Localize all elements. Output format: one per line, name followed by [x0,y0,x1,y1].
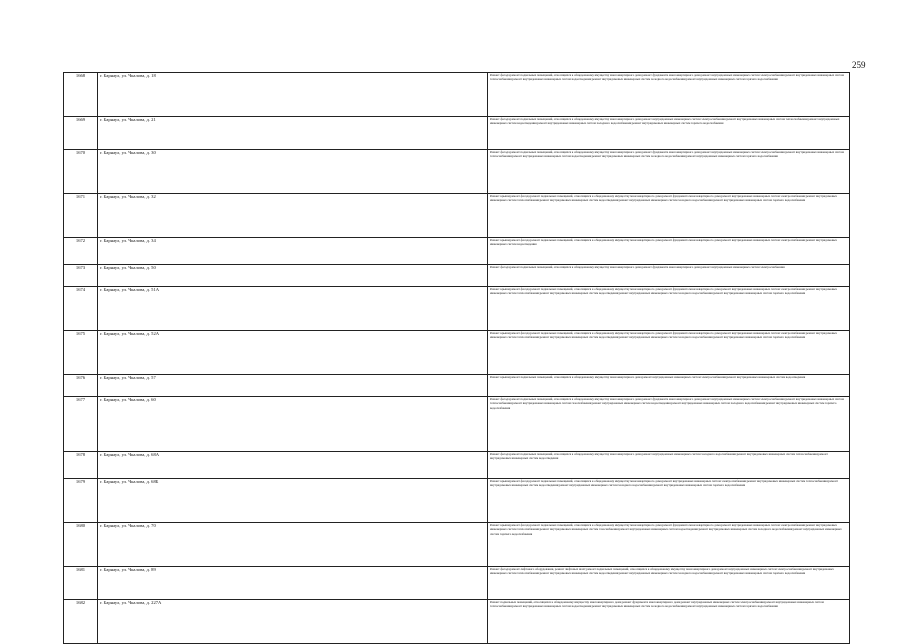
table-row [64,375,850,397]
row-works-cell [488,375,850,397]
row-works-cell [488,150,850,194]
row-address: г. Барнаул, ул. Чкалова, д. 227А [98,600,488,644]
table-row [64,523,850,567]
row-works-cell [488,73,850,117]
row-number: 1678 [64,452,98,479]
row-works: Ремонт фасада;ремонт подвальных помещений, относящихся к общедомовому имуществу многоквартирного дома;ремонт внутридомовых инженерных систем холодного водоснабжения;ремонт внутридомовых инженерных систем теплоснабжения;ремонт внутридомовых инженерных систем водоотведения [490,452,828,461]
row-number: 1677 [64,397,98,452]
row-number: 1673 [64,265,98,287]
row-works-cell [488,600,850,644]
row-number: 1670 [64,150,98,194]
row-works-cell [488,452,850,479]
row-address: г. Барнаул, ул. Чкалова, д. 68А [98,452,488,479]
row-works: Ремонт фасада;ремонт лифтового оборудования, ремонт лифтовых шахт;ремонт подвальных помещений, относящихся к общедомовому имуществу многоквартирного дома;ремонт внутридомовых инженерных систем электроснабжения;ремонт внутридомовых инженерных систем теплоснабжения;ремонт внутридомовых инженерных систем водоотведения;ремонт внутридомовых инженерных систем холодного водоснабжения;ремонт внутридомовых инженерных систем горячего водоснабжения [490,567,834,576]
row-address: г. Барнаул, ул. Чкалова, д. 21 [98,117,488,150]
row-works-cell [488,117,850,150]
row-works-cell [488,331,850,375]
row-number: 1669 [64,117,98,150]
row-works: Ремонт фасада;ремонт подвальных помещений, относящихся к общедомовому имуществу многоквартирного дома;ремонт фундамента многоквартирного дома;ремонт внутридомовых инженерных систем электроснабжения;ремонт внутридомовых инженерных систем теплоснабжения;ремонт внутридомовых инженерных систем водоотведения;ремонт внутридомовых инженерных систем холодного водоснабжения;ремонт внутридомовых инженерных систем горячего водоснабжения [490,73,844,82]
row-works: Ремонт подвальных помещений, относящихся к общедомовому имуществу многоквартирного дома;ремонт фундамента многоквартирного дома;ремонт внутридомовых инженерных систем электроснабжения;ремонт внутридомовых инженерных систем теплоснабжения;ремонт внутридомовых инженерных систем водоотведения;ремонт внутридомовых инженерных систем холодного водоснабжения;ремонт внутридомовых инженерных систем горячего водоснабжения [490,600,824,609]
row-address: г. Барнаул, ул. Чкалова, д. 70 [98,523,488,567]
row-number: 1668 [64,73,98,117]
row-works-cell [488,567,850,600]
row-works: Ремонт крыши;ремонт фасада;ремонт подвальных помещений, относящихся к общедомовому имуществу многоквартирного дома;ремонт фундамента многоквартирного дома;ремонт внутридомовых инженерных систем электроснабжения;ремонт внутридомовых инженерных систем теплоснабжения;ремонт внутридомовых инженерных систем водоотведения;ремонт внутридомовых инженерных систем холодного водоснабжения;ремонт внутридомовых инженерных систем горячего водоснабжения [490,331,837,340]
row-works-cell [488,194,850,238]
row-number: 1682 [64,600,98,644]
row-works: Ремонт крыши;ремонт подвальных помещений, относящихся к общедомовому имуществу многоквартирного дома;ремонт внутридомовых инженерных систем электроснабжения;ремонт внутридомовых инженерных систем водоотведения [490,375,806,379]
row-works-cell [488,238,850,265]
row-number: 1676 [64,375,98,397]
row-address: г. Барнаул, ул. Чкалова, д. 34 [98,238,488,265]
row-address: г. Барнаул, ул. Чкалова, д. 30 [98,150,488,194]
works-table [63,72,850,644]
row-number: 1675 [64,331,98,375]
row-works: Ремонт фасада;ремонт подвальных помещений, относящихся к общедомовому имуществу многоквартирного дома;ремонт фундамента многоквартирного дома;ремонт внутридомовых инженерных систем электроснабжения [490,265,785,269]
row-works: Ремонт фасада;ремонт подвальных помещений, относящихся к общедомовому имуществу многоквартирного дома;ремонт внутридомовых инженерных систем электроснабжения;ремонт внутридомовых инженерных систем теплоснабжения;ремонт внутридомовых инженерных систем водоотведения;ремонт внутридомовых инженерных систем холодного водоснабжения;ремонт внутридомовых инженерных систем горячего водоснабжения [490,117,840,126]
works-table-body [64,73,850,644]
row-address: г. Барнаул, ул. Чкалова, д. 52А [98,331,488,375]
row-address: г. Барнаул, ул. Чкалова, д. 60 [98,397,488,452]
row-works: Ремонт фасада;ремонт подвальных помещений, относящихся к общедомовому имуществу многоквартирного дома;ремонт фундамента многоквартирного дома;ремонт внутридомовых инженерных систем электроснабжения;ремонт внутридомовых инженерных систем теплоснабжения;ремонт внутридомовых инженерных систем водоотведения;ремонт внутридомовых инженерных систем холодного водоснабжения;ремонт внутридомовых инженерных систем горячего водоснабжения [490,150,844,159]
row-works-cell [488,287,850,331]
row-works-cell [488,479,850,523]
table-row [64,600,850,644]
table-row [64,397,850,452]
table-row [64,150,850,194]
row-works: Ремонт крыши;ремонт фасада;ремонт подвальных помещений, относящихся к общедомовому имуществу многоквартирного дома;ремонт внутридомовых инженерных систем электроснабжения;ремонт внутридомовых инженерных систем теплоснабжения;ремонт внутридомовых инженерных систем водоотведения;ремонт внутридомовых инженерных систем холодного водоснабжения;ремонт внутридомовых инженерных систем горячего водоснабжения [490,479,838,488]
table-row [64,479,850,523]
table-row [64,265,850,287]
row-number: 1672 [64,238,98,265]
row-number: 1681 [64,567,98,600]
row-address: г. Барнаул, ул. Чкалова, д. 51А [98,287,488,331]
row-works: Ремонт крыши;ремонт фасада;ремонт подвальных помещений, относящихся к общедомовому имуществу многоквартирного дома;ремонт фундамента многоквартирного дома;ремонт внутридомовых инженерных систем электроснабжения;ремонт внутридомовых инженерных систем теплоснабжения;ремонт внутридомовых инженерных систем водоотведения;ремонт внутридомовых инженерных систем холодного водоснабжения;ремонт внутридомовых инженерных систем горячего водоснабжения [490,194,837,203]
row-works: Ремонт крыши;ремонт фасада;ремонт подвальных помещений, относящихся к общедомовому имуществу многоквартирного дома;ремонт фундамента многоквартирного дома;ремонт внутридомовых инженерных систем электроснабжения;ремонт внутридомовых инженерных систем теплоснабжения;ремонт внутридомовых инженерных систем водоотведения;ремонт внутридомовых инженерных систем холодного водоснабжения;ремонт внутридомовых инженерных систем горячего водоснабжения [490,287,837,296]
row-works: Ремонт фасада;ремонт подвальных помещений, относящихся к общедомовому имуществу многоквартирного дома;ремонт фундамента многоквартирного дома;ремонт внутридомовых инженерных систем электроснабжения;ремонт внутридомовых инженерных систем теплоснабжения;ремонт внутридомовых инженерных систем газоснабжения;ремонт внутридомовых инженерных систем водоотведения;ремонт внутридомовых инженерных систем холодного водоснабжения;ремонт внутридомовых инженерных систем горячего водоснабжения [490,397,844,410]
row-address: г. Барнаул, ул. Чкалова, д. 18 [98,73,488,117]
row-works-cell [488,397,850,452]
row-address: г. Барнаул, ул. Чкалова, д. 68Б [98,479,488,523]
row-number: 1671 [64,194,98,238]
row-works-cell [488,265,850,287]
table-row [64,238,850,265]
table-row [64,567,850,600]
row-number: 1679 [64,479,98,523]
table-row [64,452,850,479]
row-address: г. Барнаул, ул. Чкалова, д. 89 [98,567,488,600]
page-number: 259 [852,60,866,70]
row-works: Ремонт крыши;ремонт фасада;ремонт подвальных помещений, относящихся к общедомовому имуществу многоквартирного дома;ремонт фундамента многоквартирного дома;ремонт внутридомовых инженерных систем электроснабжения;ремонт внутридомовых инженерных систем водоотведения [490,238,837,247]
row-address: г. Барнаул, ул. Чкалова, д. 32 [98,194,488,238]
table-row [64,117,850,150]
table-row [64,331,850,375]
table-row [64,73,850,117]
row-works-cell [488,523,850,567]
row-number: 1674 [64,287,98,331]
table-row [64,194,850,238]
table-row [64,287,850,331]
row-number: 1680 [64,523,98,567]
row-address: г. Барнаул, ул. Чкалова, д. 57 [98,375,488,397]
row-address: г. Барнаул, ул. Чкалова, д. 50 [98,265,488,287]
row-works: Ремонт крыши;ремонт фасада;ремонт подвальных помещений, относящихся к общедомовому имуществу многоквартирного дома;ремонт фундамента многоквартирного дома;ремонт внутридомовых инженерных систем электроснабжения;ремонт внутридомовых инженерных систем теплоснабжения;ремонт внутридомовых инженерных систем газоснабжения;ремонт внутридомовых инженерных систем водоотведения;ремонт внутридомовых инженерных систем холодного водоснабжения;ремонт внутридомовых инженерных систем горячего водоснабжения [490,523,842,536]
